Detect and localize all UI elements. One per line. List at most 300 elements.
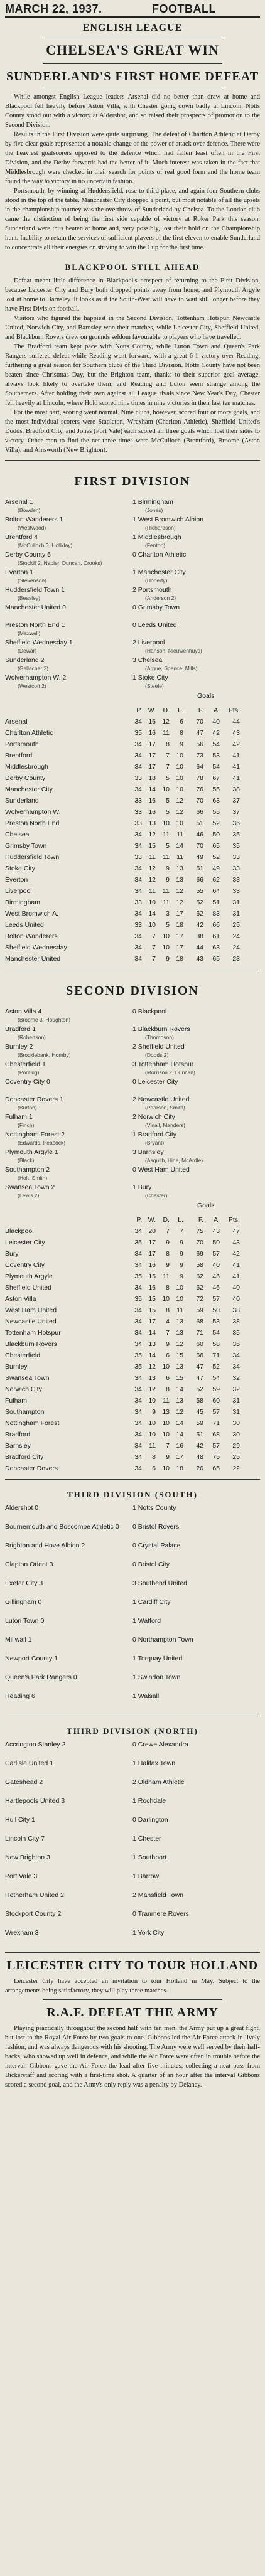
away-team-result — [132, 603, 180, 612]
stat-p: 35 — [134, 729, 142, 737]
home-team: Clapton Orient — [5, 1561, 48, 1568]
away-scorers: (Bryant) — [145, 1140, 165, 1146]
away-team-result — [132, 1522, 179, 1531]
home-team-result — [5, 1635, 32, 1644]
stat-a: 54 — [212, 1329, 220, 1337]
home-team-result — [5, 603, 66, 612]
stat-f: 51 — [196, 865, 203, 872]
stat-w: 14 — [148, 1329, 156, 1337]
away-team: Leeds United — [138, 621, 177, 629]
away-team-result — [132, 1673, 180, 1682]
away-scorers — [145, 1016, 258, 1024]
standings-row — [5, 1350, 260, 1361]
home-team: Carlisle United — [5, 1760, 48, 1767]
stat-w: 7 — [152, 955, 156, 963]
stat-a: 65 — [212, 1465, 220, 1472]
team-name: Leeds United — [5, 921, 44, 929]
stat-a: 46 — [212, 1284, 220, 1291]
team-name: Grimsby Town — [5, 842, 47, 850]
standings-row — [5, 1305, 260, 1316]
away-score: 1 — [132, 1025, 136, 1033]
stat-p: 34 — [134, 1307, 142, 1314]
stat-a: 50 — [212, 831, 220, 838]
away-score: 1 — [132, 1797, 136, 1805]
away-team-result — [132, 1025, 190, 1034]
away-score: 1 — [132, 1655, 136, 1662]
away-team-result — [132, 515, 203, 524]
home-team: Burnley — [5, 1043, 28, 1050]
home-team-result — [5, 1130, 65, 1139]
away-team: Crystal Palace — [138, 1542, 181, 1549]
home-scorers: (Stockill 2, Napier, Duncan, Crooks) — [18, 560, 102, 566]
home-scorers: (Ponting) — [18, 1069, 40, 1076]
away-team-result — [132, 1007, 166, 1016]
divider — [5, 1479, 260, 1480]
stat-d: 10 — [162, 1431, 170, 1438]
third-north-results — [5, 1740, 260, 1947]
standings-row — [5, 1237, 260, 1248]
result-row — [5, 498, 260, 515]
stat-p: 34 — [134, 1397, 142, 1404]
stat-pts: 31 — [232, 899, 240, 906]
result-row — [5, 656, 260, 673]
stat-a: 63 — [212, 797, 220, 804]
masthead — [5, 1, 260, 18]
team-name: Doncaster Rovers — [5, 1465, 58, 1472]
away-scorers: (Fenton) — [145, 542, 166, 548]
divider — [5, 460, 260, 461]
standings-row — [5, 727, 260, 739]
stat-l: 14 — [176, 1431, 183, 1438]
away-score: 0 — [132, 621, 136, 629]
stat-l: 13 — [176, 876, 183, 884]
stat-f: 70 — [196, 718, 203, 725]
stat-l: 13 — [176, 1363, 183, 1371]
home-team-result — [5, 1891, 64, 1900]
stat-l: 14 — [176, 1386, 183, 1393]
home-team-result — [5, 1522, 119, 1531]
leicester-section — [5, 1958, 260, 1996]
team-name: Plymouth Argyle — [5, 1273, 53, 1280]
stat-d: 7 — [166, 752, 170, 759]
away-score: 1 — [132, 533, 136, 541]
stat-l: 6 — [180, 718, 183, 725]
home-team: Wrexham — [5, 1929, 33, 1937]
result-row — [5, 1797, 260, 1815]
story1-headline: CHELSEA'S GREAT WIN — [46, 42, 219, 58]
away-team-result — [132, 1834, 161, 1843]
stat-d: 12 — [162, 718, 170, 725]
stat-w: 16 — [148, 729, 156, 737]
stat-d: 10 — [162, 1465, 170, 1472]
home-team-result — [5, 533, 38, 542]
stat-d: 11 — [163, 729, 170, 737]
stat-d: 11 — [163, 831, 170, 838]
stat-f: 58 — [196, 1397, 203, 1404]
home-score: 2 — [51, 1184, 55, 1191]
away-scorers — [145, 559, 258, 567]
away-team: Walsall — [138, 1692, 160, 1700]
second-division-heading: SECOND DIVISION — [66, 984, 199, 998]
team-name: Barnsley — [5, 1442, 31, 1450]
stat-w: 14 — [148, 1352, 156, 1359]
stat-f: 44 — [196, 944, 203, 951]
stat-l: 9 — [180, 1250, 183, 1258]
away-team: Halifax Town — [138, 1760, 176, 1767]
raf-body: Playing practically throughout the second half with ten men, the Army put up a great fight, but lost to the Royal Air Force by two goals to one. Gibbons led the Air Force attack in lively fashion, and was always dangerous with his shooting. The Army were well served by their half-backs, who showed up well in defence, and while the Air Force were often in trouble before the interval. Gibbons gave the Air Force the lead after five minutes, collecting a neat pass from Bickerstaff and scoring with a first-time shot. A quarter of an hour after the interval Gibbons scored a second goal, and the Army's only reply was a penalty by Delaney. — [5, 2025, 260, 2088]
away-scorers: (Hanson, Nieuwenhuys) — [145, 648, 202, 654]
goals-label: Goals — [197, 692, 215, 700]
standings-row — [5, 942, 260, 953]
result-row — [5, 621, 260, 638]
home-team-result — [5, 1025, 36, 1034]
stat-l: 18 — [176, 955, 183, 963]
home-team-result — [5, 1077, 50, 1086]
stat-a: 55 — [212, 786, 220, 793]
home-team-result — [5, 568, 33, 577]
stat-a: 40 — [212, 718, 220, 725]
home-team-result — [5, 1560, 53, 1569]
home-team-result — [5, 1007, 41, 1016]
team-name: Birmingham — [5, 899, 41, 906]
stat-d: 10 — [162, 820, 170, 827]
stat-p: 35 — [134, 1295, 142, 1303]
stat-pts: 34 — [232, 1352, 240, 1359]
result-row — [5, 1928, 260, 1947]
team-name: West Ham United — [5, 1307, 57, 1314]
away-score: 0 — [132, 551, 136, 558]
stat-d: 8 — [166, 1250, 170, 1258]
standings-row — [5, 897, 260, 908]
stat-pts: 41 — [232, 752, 240, 759]
stat-p: 33 — [134, 820, 142, 827]
result-row — [5, 1692, 260, 1711]
stat-f: 47 — [196, 1374, 203, 1382]
stat-d: 5 — [166, 797, 170, 804]
stat-w: 15 — [148, 1295, 156, 1303]
team-name: Liverpool — [5, 887, 32, 895]
stat-w: 11 — [149, 853, 156, 861]
away-team-result — [132, 1183, 151, 1192]
standings-row — [5, 1293, 260, 1305]
away-team-result — [132, 1654, 182, 1663]
column-header-pts: Pts. — [228, 707, 240, 714]
home-scorers: (Edwards, Peacock) — [18, 1140, 66, 1146]
stat-f: 47 — [196, 729, 203, 737]
stat-f: 70 — [196, 842, 203, 850]
stat-w: 13 — [148, 1374, 156, 1382]
home-score: 2 — [62, 674, 67, 681]
away-team-result — [132, 498, 173, 506]
result-row — [5, 1007, 260, 1025]
stat-d: 9 — [166, 1453, 170, 1461]
column-header-p: P. — [136, 1216, 142, 1224]
home-scorers: (Finch) — [18, 1122, 35, 1128]
away-team-result — [132, 656, 162, 665]
stat-p: 34 — [134, 933, 142, 940]
stat-pts: 41 — [232, 1261, 240, 1269]
standings-row — [5, 840, 260, 852]
home-team-result — [5, 673, 66, 682]
stat-a: 71 — [212, 1352, 220, 1359]
stat-l: 11 — [176, 831, 183, 838]
away-team: Chelsea — [138, 656, 163, 664]
home-score: 3 — [49, 1561, 53, 1568]
standings-row — [5, 1327, 260, 1339]
home-team-result — [5, 1579, 43, 1588]
away-score: 2 — [132, 586, 136, 594]
home-score: 3 — [46, 1854, 50, 1861]
result-row — [5, 533, 260, 550]
home-team: Queen's Park Rangers — [5, 1674, 72, 1681]
away-team: Portsmouth — [138, 586, 172, 594]
result-row — [5, 1579, 260, 1598]
home-team-result — [5, 1504, 38, 1512]
stat-pts: 25 — [232, 1453, 240, 1461]
away-team-result — [132, 1910, 189, 1918]
result-row — [5, 568, 260, 585]
masthead-date: MARCH 22, 1937. — [5, 3, 102, 15]
away-score: 0 — [132, 1910, 136, 1918]
result-row — [5, 1910, 260, 1928]
away-score: 1 — [132, 1674, 136, 1681]
away-scorers: (Dodds 2) — [145, 1052, 169, 1058]
stat-pts: 35 — [232, 1340, 240, 1348]
away-team-result — [132, 1042, 185, 1051]
team-name: Sheffield Wednesday — [5, 944, 67, 951]
away-team-result — [132, 1740, 188, 1749]
away-team: Tottenham Hotspur — [138, 1061, 194, 1068]
stat-d: 9 — [166, 1340, 170, 1348]
stat-l: 10 — [176, 1284, 183, 1291]
away-team-result — [132, 1598, 171, 1606]
stat-p: 34 — [134, 1419, 142, 1427]
away-team: Newcastle United — [138, 1096, 190, 1103]
stat-pts: 37 — [232, 797, 240, 804]
stat-w: 16 — [148, 1284, 156, 1291]
stat-a: 54 — [212, 1374, 220, 1382]
standings-row — [5, 1384, 260, 1395]
stat-l: 9 — [180, 740, 183, 748]
result-row — [5, 1673, 260, 1692]
team-name: Tottenham Hotspur — [5, 1329, 61, 1337]
stat-w: 12 — [148, 865, 156, 872]
home-scorers: (Bowden) — [18, 507, 41, 513]
away-team: Barrow — [138, 1873, 160, 1880]
stat-w: 11 — [149, 1442, 156, 1450]
stat-p: 34 — [134, 786, 142, 793]
stat-l: 13 — [176, 1397, 183, 1404]
home-team: Hartlepools United — [5, 1797, 60, 1805]
home-scorers: (Westcott 2) — [18, 683, 46, 689]
team-name: Manchester City — [5, 786, 53, 793]
stat-a: 57 — [212, 1442, 220, 1450]
stat-pts: 25 — [232, 921, 240, 929]
stat-d: 11 — [163, 899, 170, 906]
stat-f: 52 — [196, 899, 203, 906]
stat-p: 35 — [134, 1239, 142, 1246]
home-score: 1 — [61, 586, 65, 594]
home-score: 1 — [61, 621, 65, 629]
away-team: Sheffield United — [138, 1043, 185, 1050]
result-row — [5, 1815, 260, 1834]
stat-d: 9 — [166, 1261, 170, 1269]
standings-row — [5, 1361, 260, 1372]
stat-pts: 38 — [232, 786, 240, 793]
second-division-results — [5, 1007, 260, 1200]
stat-l: 12 — [176, 797, 183, 804]
stat-d: 7 — [166, 1227, 170, 1235]
stat-l: 10 — [176, 820, 183, 827]
home-team: Stockport County — [5, 1910, 56, 1918]
home-team: Hull City — [5, 1816, 30, 1824]
away-team-result — [132, 673, 168, 682]
stat-w: 11 — [149, 887, 156, 895]
away-score: 1 — [132, 1598, 136, 1606]
team-name: Burnley — [5, 1363, 28, 1371]
away-score: 0 — [132, 1636, 136, 1643]
home-team-result — [5, 1797, 65, 1805]
stat-d: 6 — [166, 1374, 170, 1382]
stat-p: 34 — [134, 763, 142, 771]
away-team: Oldham Athletic — [138, 1778, 185, 1786]
standings-row — [5, 1440, 260, 1451]
standings-row — [5, 1395, 260, 1406]
stat-l: 11 — [176, 853, 183, 861]
stat-p: 34 — [134, 865, 142, 872]
home-team-result — [5, 1654, 58, 1663]
stat-f: 59 — [196, 1307, 203, 1314]
stat-p: 34 — [134, 1442, 142, 1450]
stat-p: 34 — [134, 1386, 142, 1393]
team-name: Newcastle United — [5, 1318, 57, 1325]
stat-w: 20 — [148, 1227, 156, 1235]
stat-pts: 41 — [232, 1273, 240, 1280]
stat-a: 55 — [212, 808, 220, 816]
home-score: 4 — [34, 533, 38, 541]
home-team-result — [5, 1910, 61, 1918]
away-score: 0 — [132, 1078, 136, 1086]
away-score: 3 — [132, 1061, 136, 1068]
away-score: 0 — [132, 1008, 136, 1015]
stat-pts: 40 — [232, 1284, 240, 1291]
stat-w: 7 — [152, 944, 156, 951]
standings-row — [5, 772, 260, 784]
stat-d: 4 — [166, 1318, 170, 1325]
stat-pts: 22 — [232, 1465, 240, 1472]
away-team-result — [132, 1130, 176, 1139]
stat-a: 75 — [212, 1453, 220, 1461]
stat-a: 51 — [212, 899, 220, 906]
result-row — [5, 1113, 260, 1130]
home-team: Chesterfield — [5, 1061, 41, 1068]
stat-w: 17 — [148, 740, 156, 748]
stat-f: 69 — [196, 1250, 203, 1258]
home-scorers: (Lewis 2) — [18, 1192, 40, 1199]
stat-p: 34 — [134, 752, 142, 759]
stat-pts: 35 — [232, 831, 240, 838]
home-team: Port Vale — [5, 1873, 32, 1880]
team-name: Sheffield United — [5, 1284, 51, 1291]
second-division-table — [5, 1214, 260, 1474]
home-team: Fulham — [5, 1113, 28, 1121]
team-name: West Bromwich A. — [5, 910, 58, 917]
result-row — [5, 1598, 260, 1617]
standings-row — [5, 1406, 260, 1418]
away-score: 1 — [132, 1929, 136, 1937]
home-score: 1 — [29, 498, 33, 506]
standings-row — [5, 1259, 260, 1271]
home-score: 0 — [62, 604, 66, 611]
away-team-result — [132, 1165, 190, 1174]
away-team-result — [132, 1504, 176, 1512]
away-team-result — [132, 1797, 166, 1805]
standings-row — [5, 908, 260, 919]
stat-a: 52 — [212, 853, 220, 861]
stat-p: 34 — [134, 955, 142, 963]
stat-w: 17 — [148, 752, 156, 759]
stat-a: 53 — [212, 752, 220, 759]
team-name: Chelsea — [5, 831, 30, 838]
team-name: Charlton Athletic — [5, 729, 53, 737]
stat-w: 16 — [148, 797, 156, 804]
stat-l: 16 — [176, 1442, 183, 1450]
away-team-result — [132, 1095, 189, 1104]
away-scorers: (Chester) — [145, 1192, 168, 1199]
stat-pts: 44 — [232, 718, 240, 725]
home-team: Aldershot — [5, 1504, 33, 1512]
home-team: Doncaster Rovers — [5, 1096, 58, 1103]
result-row — [5, 1183, 260, 1200]
home-score: 2 — [39, 1778, 43, 1786]
team-name: Huddersfield Town — [5, 853, 60, 861]
column-header-p: P. — [136, 707, 142, 714]
away-scorers — [145, 1174, 258, 1182]
away-team: Crewe Alexandra — [138, 1741, 188, 1748]
away-team: Bristol Rovers — [138, 1523, 180, 1531]
away-team-result — [132, 1541, 180, 1550]
away-team: Bury — [138, 1184, 152, 1191]
away-team-result — [132, 1148, 164, 1157]
stat-p: 34 — [134, 718, 142, 725]
stat-f: 66 — [196, 808, 203, 816]
home-score: 2 — [29, 1043, 33, 1050]
away-score: 1 — [132, 569, 136, 576]
team-name: Preston North End — [5, 820, 60, 827]
stat-a: 68 — [212, 1431, 220, 1438]
home-team: Arsenal — [5, 498, 28, 506]
home-team-result — [5, 1740, 65, 1749]
team-name: Nottingham Forest — [5, 1419, 60, 1427]
stat-w: 10 — [148, 1419, 156, 1427]
stat-l: 14 — [176, 1419, 183, 1427]
result-row — [5, 1060, 260, 1077]
home-team-result — [5, 1673, 77, 1682]
home-team-result — [5, 1541, 85, 1550]
away-scorers — [145, 1086, 258, 1094]
away-score: 0 — [132, 604, 136, 611]
away-scorers — [145, 629, 258, 638]
stat-pts: 37 — [232, 808, 240, 816]
leicester-heading: LEICESTER CITY TO TOUR HOLLAND — [6, 1959, 259, 1972]
home-score: 2 — [61, 1131, 65, 1138]
home-score: 5 — [47, 551, 51, 558]
stat-pts: 31 — [232, 910, 240, 917]
away-scorers: (Anderson 2) — [145, 595, 176, 601]
stat-p: 34 — [134, 1340, 142, 1348]
home-team: Gateshead — [5, 1778, 38, 1786]
first-division-table — [5, 705, 260, 965]
